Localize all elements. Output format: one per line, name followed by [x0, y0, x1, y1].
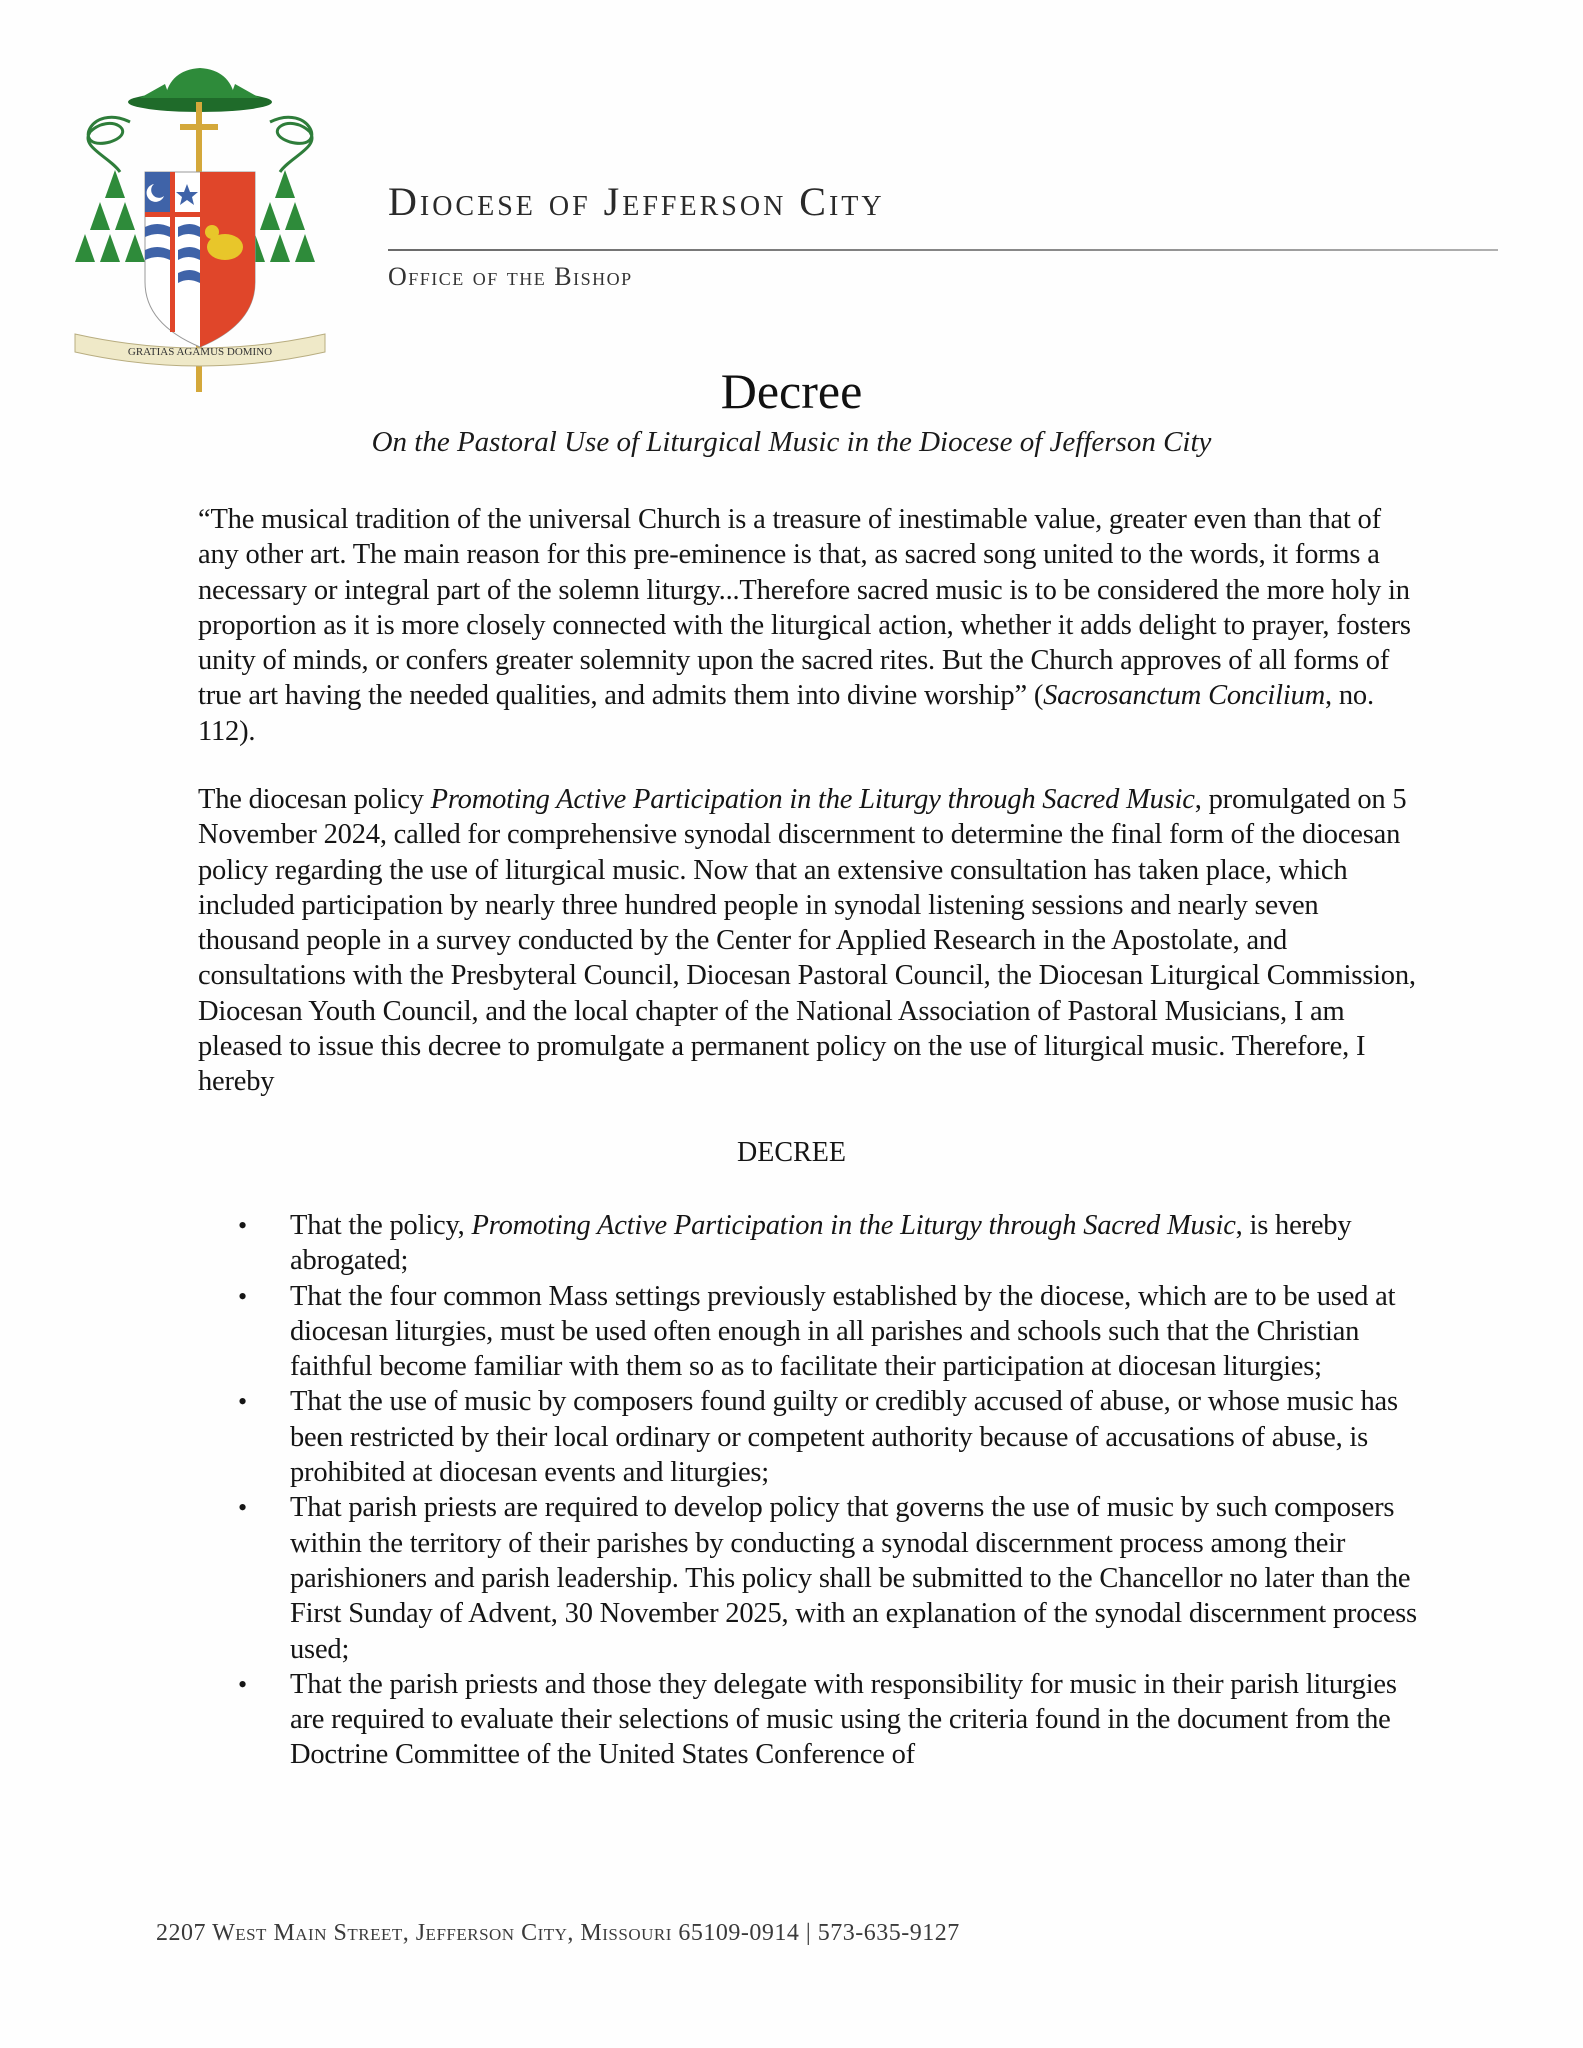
- letterhead-divider: [388, 249, 1498, 251]
- decree-item-text: That the four common Mass settings previously established by the diocese, which are to be used at diocesan liturgies, must be used often enough in all parishes and schools such that the Christian faithful become familiar with them so as to facilitate their participation at diocesan liturgies;: [290, 1280, 1396, 1383]
- bullet-icon: •: [238, 1387, 247, 1417]
- decree-item-italic: Promoting Active Participation in the Liturgy through Sacred Music: [471, 1210, 1236, 1241]
- decree-item: [198, 1667, 1428, 1773]
- footer-separator: |: [805, 1920, 812, 1946]
- bullet-icon: •: [238, 1211, 247, 1240]
- decree-item-text: That the policy,: [290, 1210, 472, 1241]
- context-paragraph: [198, 782, 1418, 1100]
- quote-paragraph: [198, 502, 1418, 749]
- citation-title: Sacrosanctum Concilium: [1043, 680, 1326, 712]
- paragraph-lead: The diocesan policy: [198, 784, 431, 815]
- decree-item: [198, 1208, 1428, 1279]
- document-title: Decree: [720, 363, 863, 419]
- bullet-icon: •: [238, 1493, 247, 1523]
- decree-item-text: That the parish priests and those they delegate with responsibility for music in their parish liturgies are required to evaluate their selections of music using the criteria found in the document from the Doctrine Committee of the United States Conference of: [290, 1668, 1397, 1771]
- footer-address: [156, 1920, 960, 1947]
- zip-code: 65109-0914: [678, 1920, 800, 1946]
- bullet-icon: •: [238, 1669, 247, 1699]
- svg-text:GRATIAS AGAMUS DOMINO: GRATIAS AGAMUS DOMINO: [127, 346, 273, 358]
- phone-number: 573-635-9127: [817, 1920, 960, 1946]
- decree-heading: DECREE: [737, 1137, 846, 1168]
- decree-item: [198, 1490, 1428, 1666]
- decree-list: [198, 1208, 1428, 1773]
- document-subtitle: On the Pastoral Use of Liturgical Music in the Diocese of Jefferson City: [371, 426, 1212, 458]
- decree-item-text: That the use of music by composers found guilty or credibly accused of abuse, or whose music has been restricted by their local ordinary or competent authority because of accusations of abuse, is prohibited at diocesan events and liturgies;: [290, 1386, 1398, 1489]
- decree-item: [198, 1279, 1428, 1385]
- street-address: 2207 West Main Street, Jefferson City, Missouri: [156, 1920, 672, 1946]
- decree-item-rest: , is hereby abrogated;: [290, 1210, 1352, 1277]
- policy-title: Promoting Active Participation in the Liturgy through Sacred Music: [430, 784, 1195, 815]
- decree-item: [198, 1384, 1428, 1490]
- citation-rest: , no. 112).: [198, 680, 1374, 747]
- paragraph-rest: , promulgated on 5 November 2024, called for comprehensive synodal discernment to determine the final form of the diocesan policy regarding the use of liturgical music. Now that an extensive consultation has taken place, which included participation by nearly three hundred people in synodal listening sessions and nearly seven thousand people in a survey conducted by the Center for Applied Research in the Apostolate, and consultations with the Presbyteral Council, Diocesan Pastoral Council, the Diocesan Liturgical Commission, Diocesan Youth Council, and the local chapter of the National Association of Pastoral Musicians, I am pleased to issue this decree to promulgate a permanent policy on the use of liturgical music. Therefore, I hereby: [198, 784, 1416, 1098]
- bullet-icon: •: [238, 1281, 247, 1311]
- coat-of-arms-icon: [70, 62, 330, 402]
- office-name: Office of the Bishop: [388, 262, 633, 291]
- quote-text: “The musical tradition of the universal Church is a treasure of inestimable value, greater even than that of any other art. The main reason for this pre-eminence is that, as sacred song united to the words, it forms a necessary or integral part of the solemn liturgy...Therefore sacred music is to be considered the more holy in proportion as it is more closely connected with the liturgical action, whether it adds delight to prayer, fosters unity of minds, or confers greater solemnity upon the sacred rites. But the Church approves of all forms of true art having the needed qualities, and admits them into divine worship” (: [198, 504, 1411, 712]
- decree-item-text: That parish priests are required to develop policy that governs the use of music by such composers within the territory of their parishes by conducting a synodal discernment process among their parishioners and parish leadership. This policy shall be submitted to the Chancellor no later than the First Sunday of Advent, 30 November 2025, with an explanation of the synodal discernment process used;: [290, 1492, 1417, 1665]
- diocese-name: Diocese of Jefferson City: [388, 179, 885, 224]
